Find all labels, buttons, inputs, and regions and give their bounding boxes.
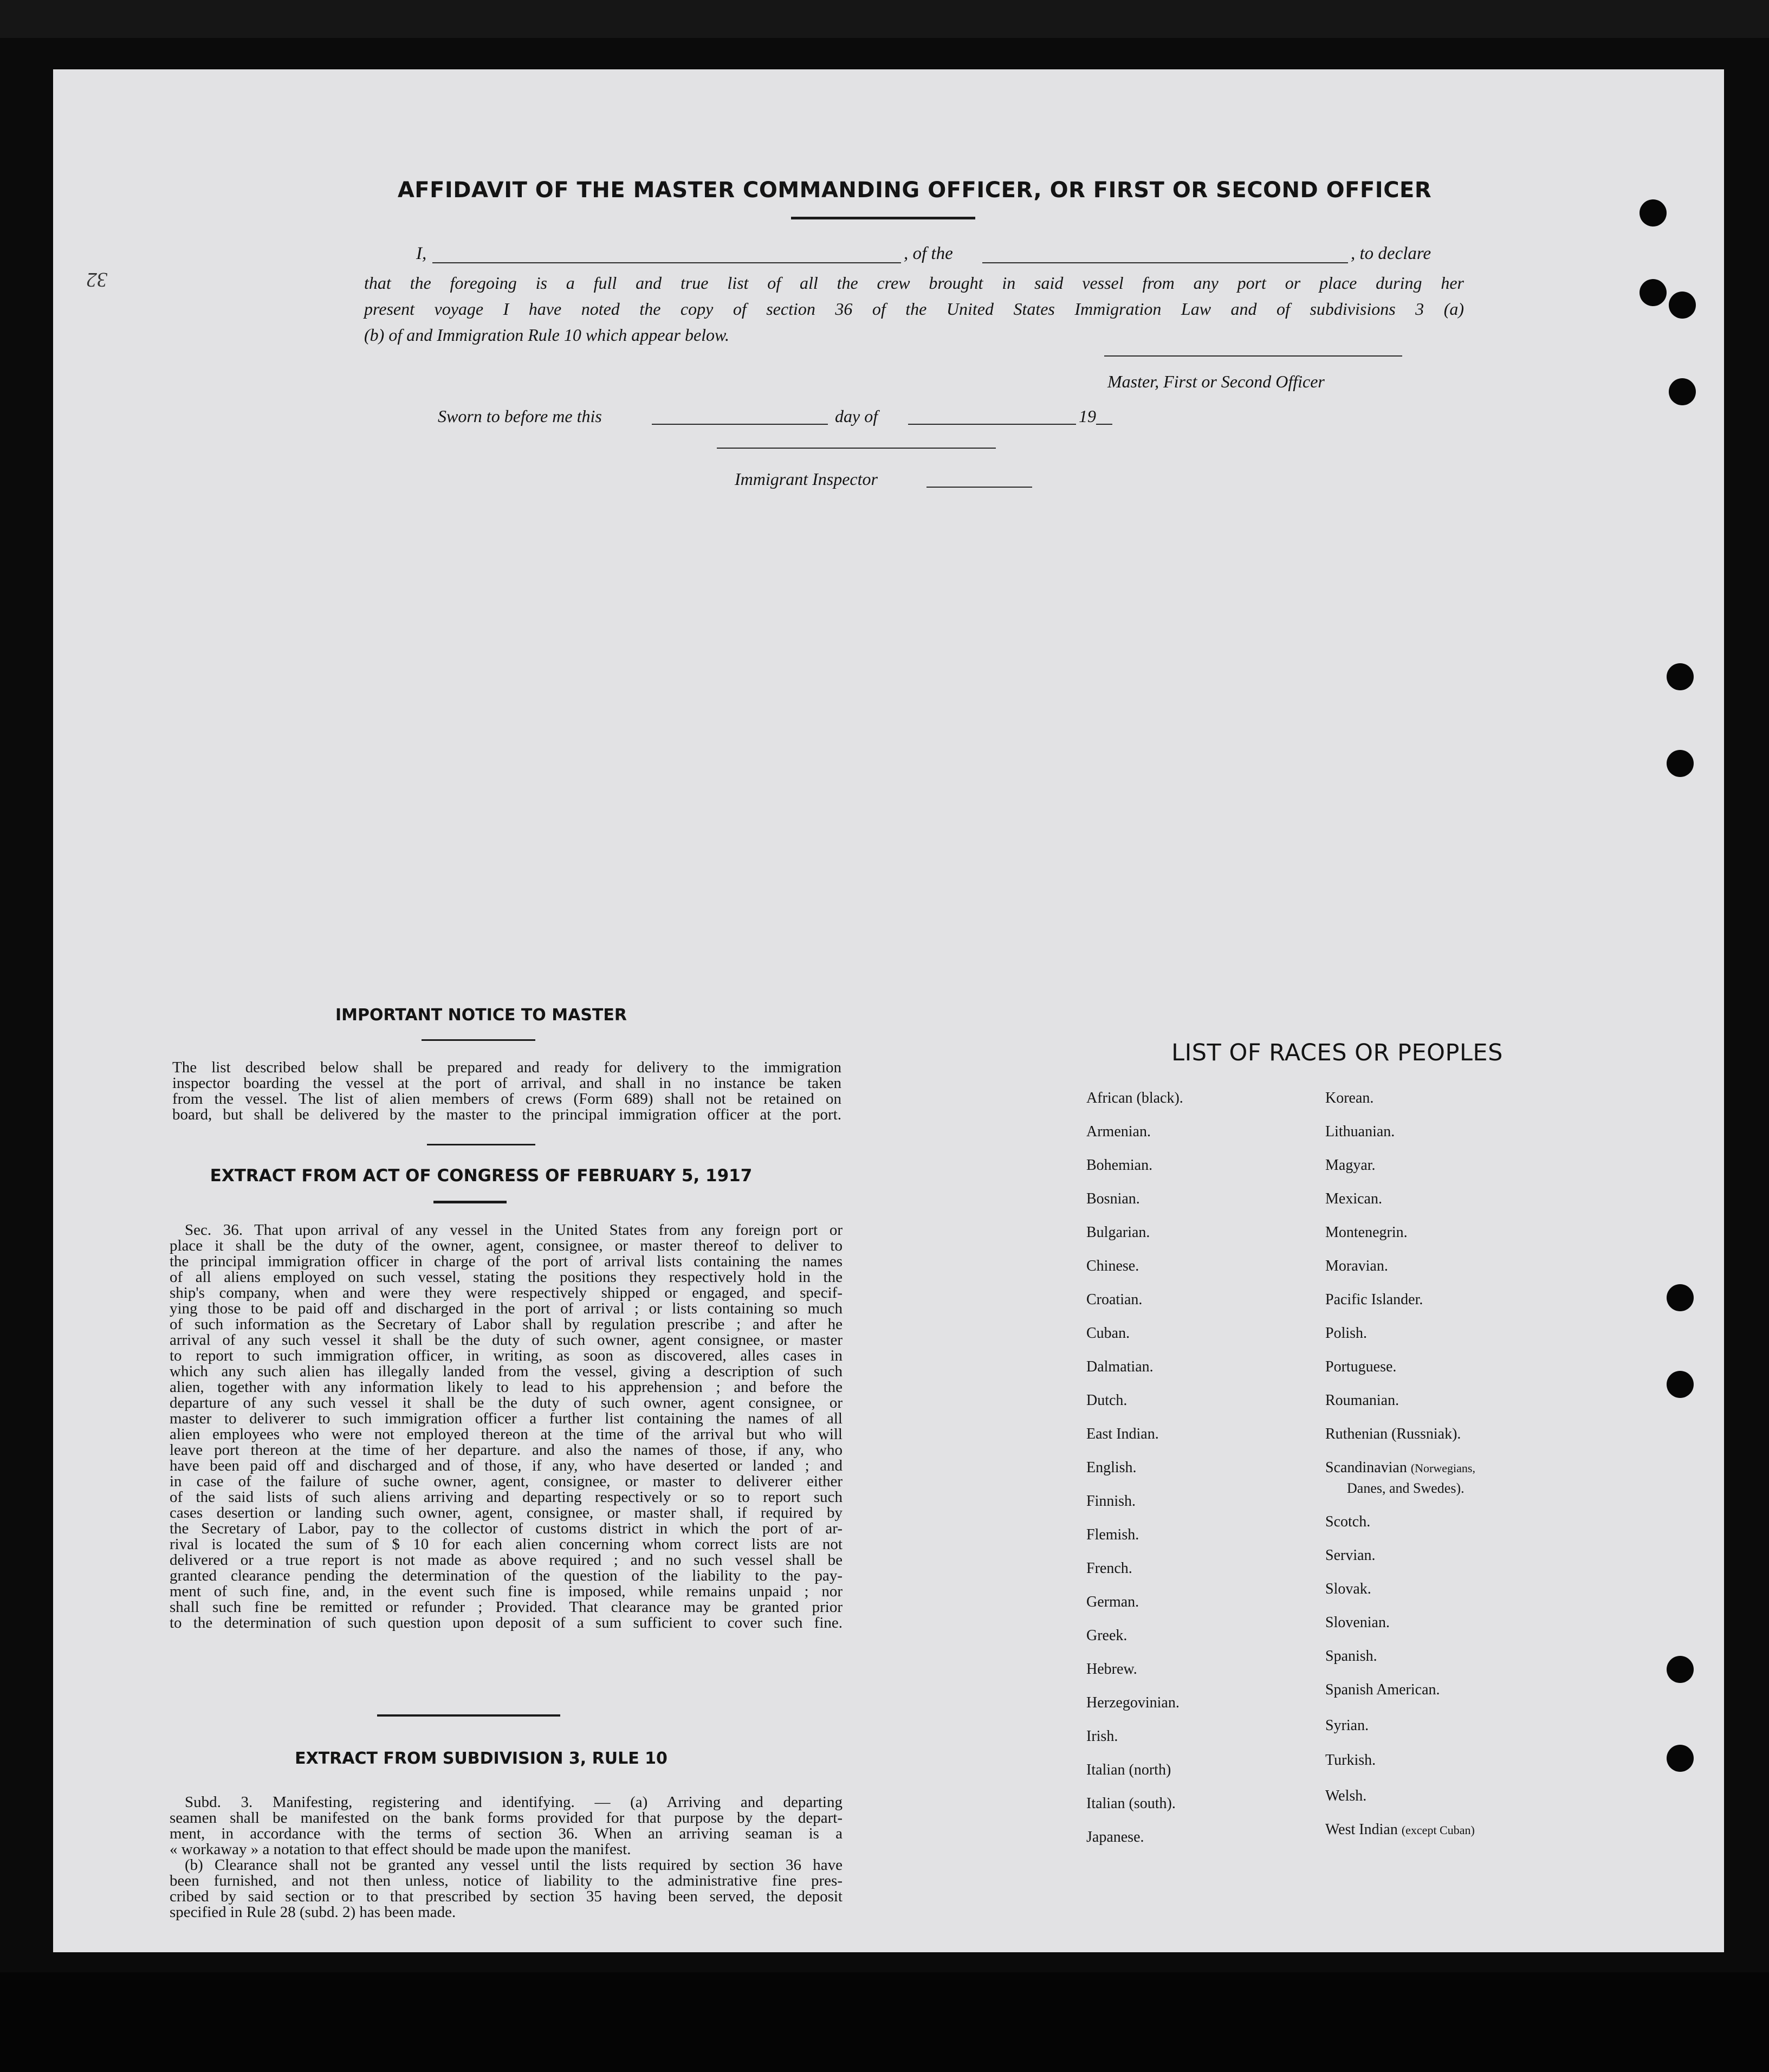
affidavit-line: present voyage I have noted the copy of section 36 of the United States Immigration Law and of subdivisions 3 (a) [364, 299, 1464, 319]
act-line: granted clearance pending the determination of the question of the liability to the pay- [170, 1567, 843, 1584]
rule-line: specified in Rule 28 (subd. 2) has been made. [170, 1903, 456, 1921]
race-item: Moravian. [1325, 1258, 1388, 1274]
punch-hole [1667, 1745, 1694, 1772]
act-line: delivered or a true report is not made as above required ; and no such vessel shall be [170, 1551, 843, 1569]
race-item: African (black). [1086, 1090, 1183, 1106]
sworn-prefix: Sworn to before me this [438, 406, 602, 426]
race-item: Italian (north) [1086, 1762, 1171, 1778]
punch-hole [1667, 1656, 1694, 1683]
act-line: in case of the failure of suche owner, agent, consignee, or master to deliverer either [170, 1473, 843, 1490]
act-line: alien employees who were not employed thereon at the time of the arrival but who will [170, 1426, 843, 1443]
rule-line: « workaway » a notation to that effect should be made upon the manifest. [170, 1841, 631, 1858]
race-item: English. [1086, 1459, 1137, 1476]
race-item: Syrian. [1325, 1717, 1369, 1734]
race-item: Scotch. [1325, 1513, 1371, 1530]
act-line: master to deliverer to such immigration officer a further list containing the names of all [170, 1410, 843, 1427]
race-item: Cuban. [1086, 1325, 1130, 1342]
of-the-label: , of the [904, 244, 953, 263]
to-declare-label: , to declare [1351, 244, 1431, 263]
race-item: Chinese. [1086, 1258, 1139, 1274]
race-item-note: (except Cuban) [1401, 1823, 1475, 1837]
notice-text [172, 1060, 841, 1123]
race-item: Turkish. [1325, 1752, 1376, 1769]
race-item: Slovak. [1325, 1581, 1371, 1597]
race-item: Greek. [1086, 1627, 1128, 1644]
race-item: Bulgarian. [1086, 1224, 1150, 1241]
race-item-label: Scandinavian [1325, 1459, 1407, 1476]
act-line: to the determination of such question upon deposit of a sum sufficient to cover such fine. [170, 1614, 843, 1631]
act-line: leave port thereon at the time of her departure. and also the names of those, if any, who [170, 1441, 843, 1459]
race-item: Pacific Islander. [1325, 1291, 1423, 1308]
race-item: Roumanian. [1325, 1392, 1399, 1409]
race-item: East Indian. [1086, 1426, 1159, 1442]
race-item: Flemish. [1086, 1526, 1139, 1543]
rule-text [170, 1795, 843, 1920]
notice-line: from the vessel. The list of alien members of crews (Form 689) shall not be retained on [172, 1090, 841, 1108]
race-item: Hebrew. [1086, 1661, 1137, 1678]
race-item-west-indian [1325, 1821, 1475, 1840]
title-underline [791, 217, 975, 219]
act-line: alien, together with any information likely to lead to his apprehension ; and before the [170, 1378, 843, 1396]
race-item: Armenian. [1086, 1123, 1151, 1140]
act-line: which any such alien has illegally landed from the vessel, giving a description of such [170, 1363, 843, 1380]
affidavit-body [364, 270, 1464, 348]
top-film-border [0, 0, 1769, 38]
race-item: Ruthenian (Russniak). [1325, 1426, 1461, 1442]
race-item-note: Danes, and Swedes). [1347, 1480, 1465, 1496]
act-line: of such information as the Secretary of Labor shall by regulation prescribe ; and after he [170, 1316, 843, 1333]
race-item: Korean. [1325, 1090, 1374, 1106]
act-title: EXTRACT FROM ACT OF CONGRESS OF FEBRUARY 5, 1917 [210, 1166, 753, 1186]
punch-hole [1669, 378, 1696, 405]
act-text [170, 1222, 843, 1631]
sworn-line [438, 406, 1169, 428]
inspector-label: Immigrant Inspector [735, 469, 878, 489]
act-line: ship's company, when and were they were respectively shipped or engaged, and specif- [170, 1284, 843, 1302]
act-line: have been paid off and discharged and of those, if any, who have deserted or landed ; and [170, 1457, 843, 1474]
race-item: Finnish. [1086, 1493, 1136, 1510]
rule-line: (b) Clearance shall not be granted any vessel until the lists required by section 36 have [185, 1856, 843, 1874]
race-item: Irish. [1086, 1728, 1118, 1745]
race-item: Croatian. [1086, 1291, 1143, 1308]
rule-line: Subd. 3. Manifesting, registering and identifying. — (a) Arriving and departing [185, 1793, 843, 1811]
act-line: of all aliens employed on such vessel, stating the positions they respectively hold in the [170, 1268, 843, 1286]
i-label: I, [416, 244, 427, 263]
rule-line: cribed by said section or to that prescribed by section 35 having been served, the deposit [170, 1888, 843, 1905]
punch-hole [1667, 663, 1694, 690]
rule-title: EXTRACT FROM SUBDIVISION 3, RULE 10 [295, 1749, 668, 1768]
punch-hole [1667, 1371, 1694, 1398]
race-item: Servian. [1325, 1547, 1376, 1564]
act-line: ying those to be paid off and discharged in the port of arrival ; or lists containing so much [170, 1300, 843, 1317]
affidavit-title: AFFIDAVIT OF THE MASTER COMMANDING OFFICER, OR FIRST OR SECOND OFFICER [397, 178, 1432, 203]
affidavit-line: (b) of and Immigration Rule 10 which appear below. [364, 325, 729, 345]
race-item: Portuguese. [1325, 1358, 1397, 1375]
race-item: Lithuanian. [1325, 1123, 1395, 1140]
act-line: place it shall be the duty of the owner, agent, consignee, or master thereof to deliver to [170, 1237, 843, 1254]
bottom-film-border [0, 1972, 1769, 2072]
race-item: Spanish. [1325, 1648, 1377, 1665]
race-item-note: (Norwegians, [1410, 1461, 1475, 1475]
punch-hole [1667, 750, 1694, 777]
year-label: 19 [1079, 406, 1096, 426]
race-item: Polish. [1325, 1325, 1368, 1342]
races-title: LIST OF RACES OR PEOPLES [1171, 1039, 1503, 1066]
affidavit-line: that the foregoing is a full and true list of all the crew brought in said vessel from any port or place during her [364, 273, 1464, 293]
signature-line [1104, 355, 1402, 357]
race-item: Italian (south). [1086, 1795, 1176, 1812]
year-blank [1096, 424, 1112, 425]
act-line: rival is located the sum of $ 10 for each alien concerning whom correct lists are not [170, 1536, 843, 1553]
name-blank [432, 262, 901, 263]
punch-hole [1669, 292, 1696, 319]
race-item: German. [1086, 1594, 1139, 1610]
race-item: Spanish American. [1325, 1681, 1440, 1698]
notice-title: IMPORTANT NOTICE TO MASTER [335, 1006, 627, 1025]
race-item-scandinavian [1325, 1459, 1475, 1478]
act-line: shall such fine be remitted or refunder ; Provided. That clearance may be granted prior [170, 1598, 843, 1616]
act-line: arrival of any such vessel it shall be the duty of such owner, agent consignee, or master [170, 1331, 843, 1349]
race-item: Dutch. [1086, 1392, 1128, 1409]
race-item-label: West Indian [1325, 1821, 1398, 1838]
act-line: the Secretary of Labor, pay to the collector of customs district in which the port of ar- [170, 1520, 843, 1537]
race-item: Bosnian. [1086, 1190, 1140, 1207]
race-item: Slovenian. [1325, 1614, 1390, 1631]
act-divider [377, 1714, 560, 1717]
race-item: Bohemian. [1086, 1157, 1153, 1174]
notice-divider [427, 1144, 535, 1145]
inspector-signature-line [717, 448, 996, 449]
vessel-blank [982, 262, 1348, 263]
inspector-blank [926, 487, 1032, 488]
punch-hole [1667, 1284, 1694, 1311]
notice-line: board, but shall be delivered by the master to the principal immigration officer at the port. [172, 1106, 841, 1123]
act-underline [433, 1201, 507, 1203]
margin-number: 32 [87, 268, 107, 291]
act-line: departure of any such vessel it shall be the duty of such owner, agent consignee, or [170, 1394, 843, 1411]
month-blank [908, 424, 1076, 425]
race-item: Montenegrin. [1325, 1224, 1408, 1241]
day-blank [652, 424, 828, 425]
race-item: French. [1086, 1560, 1132, 1577]
day-of-label: day of [835, 406, 878, 426]
race-item: Magyar. [1325, 1157, 1376, 1174]
act-line: cases desertion or landing such owner, agent, consignee, or master shall, if required by [170, 1504, 843, 1521]
punch-hole [1640, 279, 1667, 306]
act-line: of the said lists of such aliens arriving and departing respectively or so to report such [170, 1488, 843, 1506]
notice-line: The list described below shall be prepared and ready for delivery to the immigration [172, 1059, 841, 1076]
signature-label: Master, First or Second Officer [1107, 372, 1325, 391]
race-item: Dalmatian. [1086, 1358, 1154, 1375]
act-line: Sec. 36. That upon arrival of any vessel in the United States from any foreign port or [185, 1221, 843, 1239]
rule-line: been furnished, and not then unless, notice of liability to the administrative fine pres- [170, 1872, 843, 1889]
rule-line: ment, in accordance with the terms of section 36. When an arriving seaman is a [170, 1825, 843, 1842]
act-line: the principal immigration officer in charge of the port of arrival lists containing the names [170, 1253, 843, 1270]
race-item: Mexican. [1325, 1190, 1382, 1207]
race-item: Welsh. [1325, 1788, 1367, 1804]
race-item: Japanese. [1086, 1829, 1144, 1846]
act-line: ment of such fine, and, in the event such fine is imposed, while remains unpaid ; nor [170, 1583, 843, 1600]
notice-line: inspector boarding the vessel at the port of arrival, and shall in no instance be taken [172, 1074, 841, 1092]
declarant-line [416, 244, 1465, 266]
document-page [53, 69, 1724, 1952]
punch-hole [1640, 199, 1667, 226]
notice-underline [422, 1039, 535, 1041]
race-item: Herzegovinian. [1086, 1694, 1180, 1711]
act-line: to report to such immigration officer, in writing, as soon as discovered, alles cases in [170, 1347, 843, 1364]
rule-line: seamen shall be manifested on the bank forms provided for that purpose by the depart- [170, 1809, 843, 1827]
